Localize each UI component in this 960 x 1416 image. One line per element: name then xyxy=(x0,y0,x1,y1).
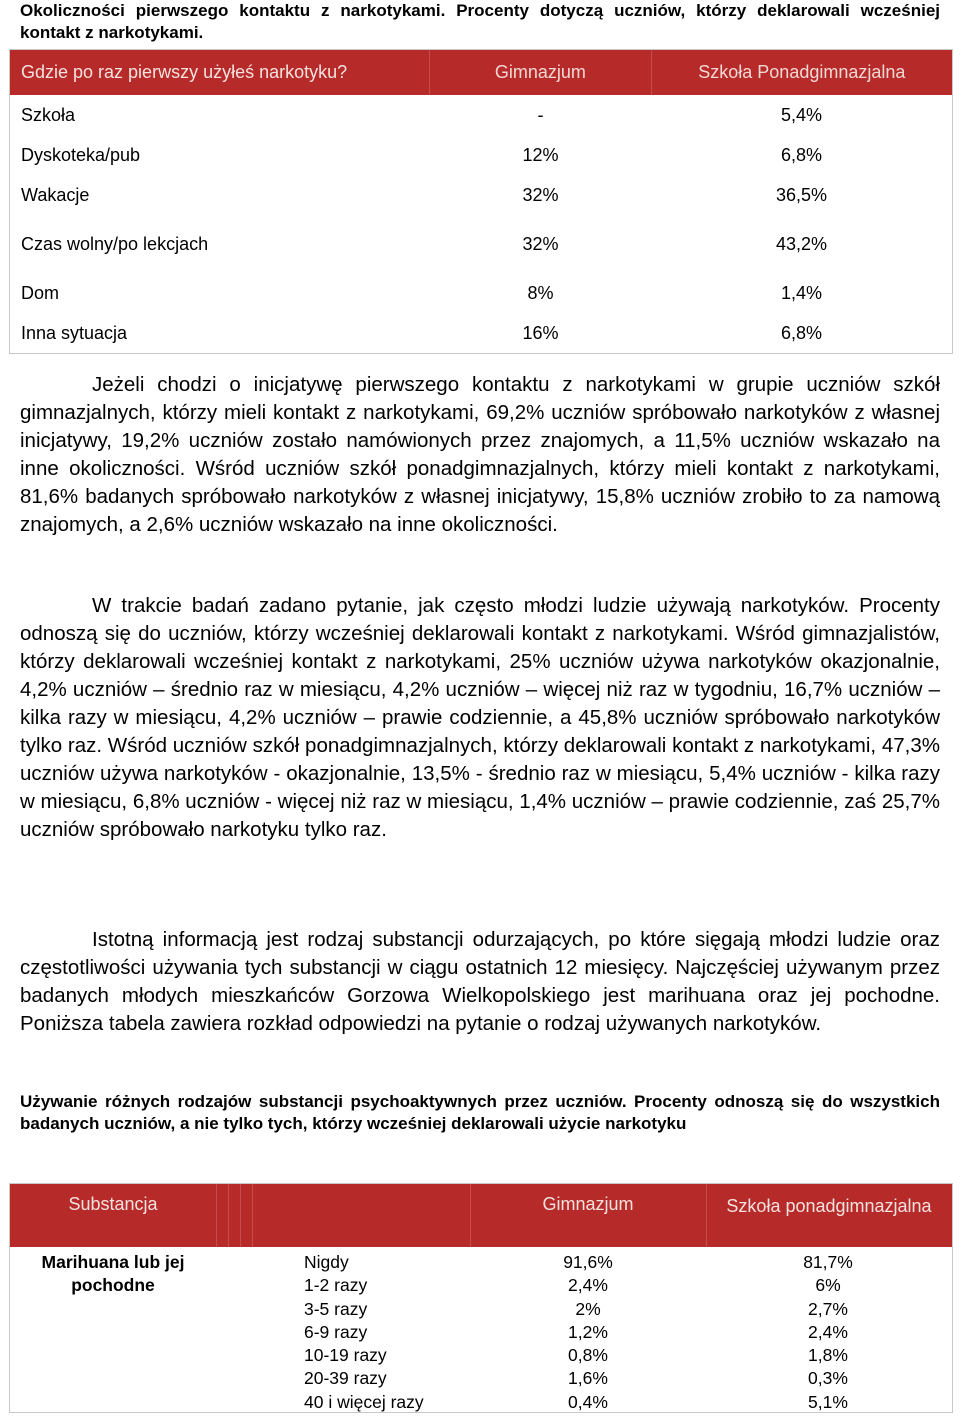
paragraph-frequency: W trakcie badań zadano pytanie, jak często młodzi ludzie używają narkotyków. Procenty odnoszą się do uczniów, którzy wcześniej deklarowali kontakt z narkotykami. Wśród gimnazjalistów, którzy deklarowali wcześniej kontakt z narkotykami, 25% uczniów używa narkotyków okazjonalnie, 4,2% uczniów – średnio raz w miesiącu, 4,2% uczniów – więcej niż raz w tygodniu, 16,7% uczniów – kilka razy w miesiącu, 4,2% uczniów – prawie codziennie, a 45,8% uczniów spróbowało narkotyków tylko raz. Wśród uczniów szkół ponadgimnazjalnych, którzy deklarowali kontakt z narkotykami, 47,3% uczniów używa narkotyków - okazjonalnie, 13,5% - średnio raz w miesiącu, 5,4% uczniów - kilka razy w miesiącu, 6,8% uczniów - więcej niż raz w miesiącu, 1,4% uczniów – prawie codziennie, zaś 25,7% uczniów spróbowało narkotyku tylko raz. xyxy=(20,594,940,841)
row-pon: 36,5% xyxy=(775,184,828,205)
gim-value: 0,8% xyxy=(568,1345,608,1366)
pon-value: 1,8% xyxy=(808,1345,848,1366)
gim-value: 1,6% xyxy=(568,1368,608,1389)
gim-value: 91,6% xyxy=(563,1252,613,1272)
row-place: Dyskoteka/pub xyxy=(21,144,141,165)
table-row xyxy=(10,175,952,215)
table-header-row xyxy=(10,1184,952,1247)
substance-use-table xyxy=(9,1183,953,1413)
row-place: Czas wolny/po lekcjach xyxy=(21,233,209,254)
gim-value: 2,4% xyxy=(568,1275,608,1296)
row-place: Dom xyxy=(21,282,60,303)
frequency-label: Nigdy xyxy=(304,1252,349,1272)
header-ponadgimnazjalna: Szkoła Ponadgimnazjalna xyxy=(651,50,952,95)
table-header-row xyxy=(10,50,952,95)
frequency-label: 40 i więcej razy xyxy=(304,1391,424,1412)
header-gimnazjum: Gimnazjum xyxy=(542,1194,634,1214)
pon-value: 6% xyxy=(815,1275,841,1296)
first-contact-table xyxy=(9,49,953,354)
substance-name: Marihuana lub jej pochodne xyxy=(41,1252,185,1295)
paragraph-initiative: Jeżeli chodzi o inicjatywę pierwszego kontaktu z narkotykami w grupie uczniów szkół gimnazjalnych, którzy mieli kontakt z narkotykami, 69,2% uczniów spróbowało narkotyków z własnej inicjatywy, 19,2% uczniów zostało namówionych przez znajomych, a 11,5% uczniów wskazało na inne okoliczności. Wśród uczniów szkół ponadgimnazjalnych, którzy mieli kontakt z narkotykami, 81,6% badanych spróbowało narkotyków z własnej inicjatywy, 15,8% uczniów zrobiło to za namową znajomych, a 2,6% uczniów wskazało na inne okoliczności. xyxy=(20,373,940,536)
frequency-label: 20-39 razy xyxy=(304,1368,387,1389)
row-gim: 16% xyxy=(522,322,559,343)
row-gim: 12% xyxy=(522,144,559,165)
header-place: Gdzie po raz pierwszy użyłeś narkotyku? xyxy=(21,62,348,82)
row-pon: 5,4% xyxy=(780,104,823,125)
gimnazjum-column xyxy=(540,1251,636,1414)
gim-value: 2% xyxy=(575,1298,601,1319)
row-place: Szkoła xyxy=(21,104,76,125)
table-row xyxy=(10,313,952,353)
row-pon: 1,4% xyxy=(780,282,823,303)
header-gimnazjum: Gimnazjum xyxy=(429,50,651,95)
caption-table-2: Używanie różnych rodzajów substancji psychoaktywnych przez uczniów. Procenty odnoszą się do wszystkich badanych uczniów, a nie tylko tych, którzy wcześniej deklarowali użycie narkotyku xyxy=(20,1092,940,1133)
pon-value: 5,1% xyxy=(808,1391,848,1412)
table-row xyxy=(10,135,952,175)
row-gim: 8% xyxy=(527,282,554,303)
pon-value: 2,4% xyxy=(808,1321,848,1342)
frequency-label: 6-9 razy xyxy=(304,1321,368,1342)
ponadgimnazjalna-column xyxy=(780,1251,876,1414)
frequency-label: 1-2 razy xyxy=(304,1275,368,1296)
gim-value: 1,2% xyxy=(568,1321,608,1342)
pon-value: 0,3% xyxy=(808,1368,848,1389)
row-gim: 32% xyxy=(522,233,559,254)
row-place: Wakacje xyxy=(21,184,90,205)
paragraph-substances: Istotną informacją jest rodzaj substancji odurzających, po które sięgają młodzi ludzie oraz częstotliwości używania tych substancji w ciągu ostatnich 12 miesięcy. Najczęściej używanym przez badanych młodych mieszkańców Gorzowa Wielkopolskiego jest marihuana oraz jej pochodne. Poniższa tabela zawiera rozkład odpowiedzi na pytanie o rodzaj używanych narkotyków. xyxy=(20,928,940,1035)
table-row xyxy=(10,273,952,313)
table-row xyxy=(10,215,952,273)
row-gim: - xyxy=(537,104,544,125)
row-place: Inna sytuacja xyxy=(21,322,128,343)
header-substance: Substancja xyxy=(68,1194,158,1214)
frequency-label: 3-5 razy xyxy=(304,1298,368,1319)
pon-value: 2,7% xyxy=(808,1298,848,1319)
table-row xyxy=(10,95,952,135)
row-pon: 6,8% xyxy=(780,144,823,165)
gim-value: 0,4% xyxy=(568,1391,608,1412)
caption-table-1: Okoliczności pierwszego kontaktu z narkotykami. Procenty dotyczą uczniów, którzy deklarowali wcześniej kontakt z narkotykami. xyxy=(20,1,940,42)
row-gim: 32% xyxy=(522,184,559,205)
frequency-label: 10-19 razy xyxy=(304,1345,387,1366)
row-pon: 6,8% xyxy=(780,322,823,343)
header-ponadgimnazjalna: Szkoła ponadgimnazjalna xyxy=(726,1196,932,1216)
frequency-column xyxy=(304,1251,424,1414)
row-pon: 43,2% xyxy=(775,233,828,254)
pon-value: 81,7% xyxy=(803,1252,853,1272)
